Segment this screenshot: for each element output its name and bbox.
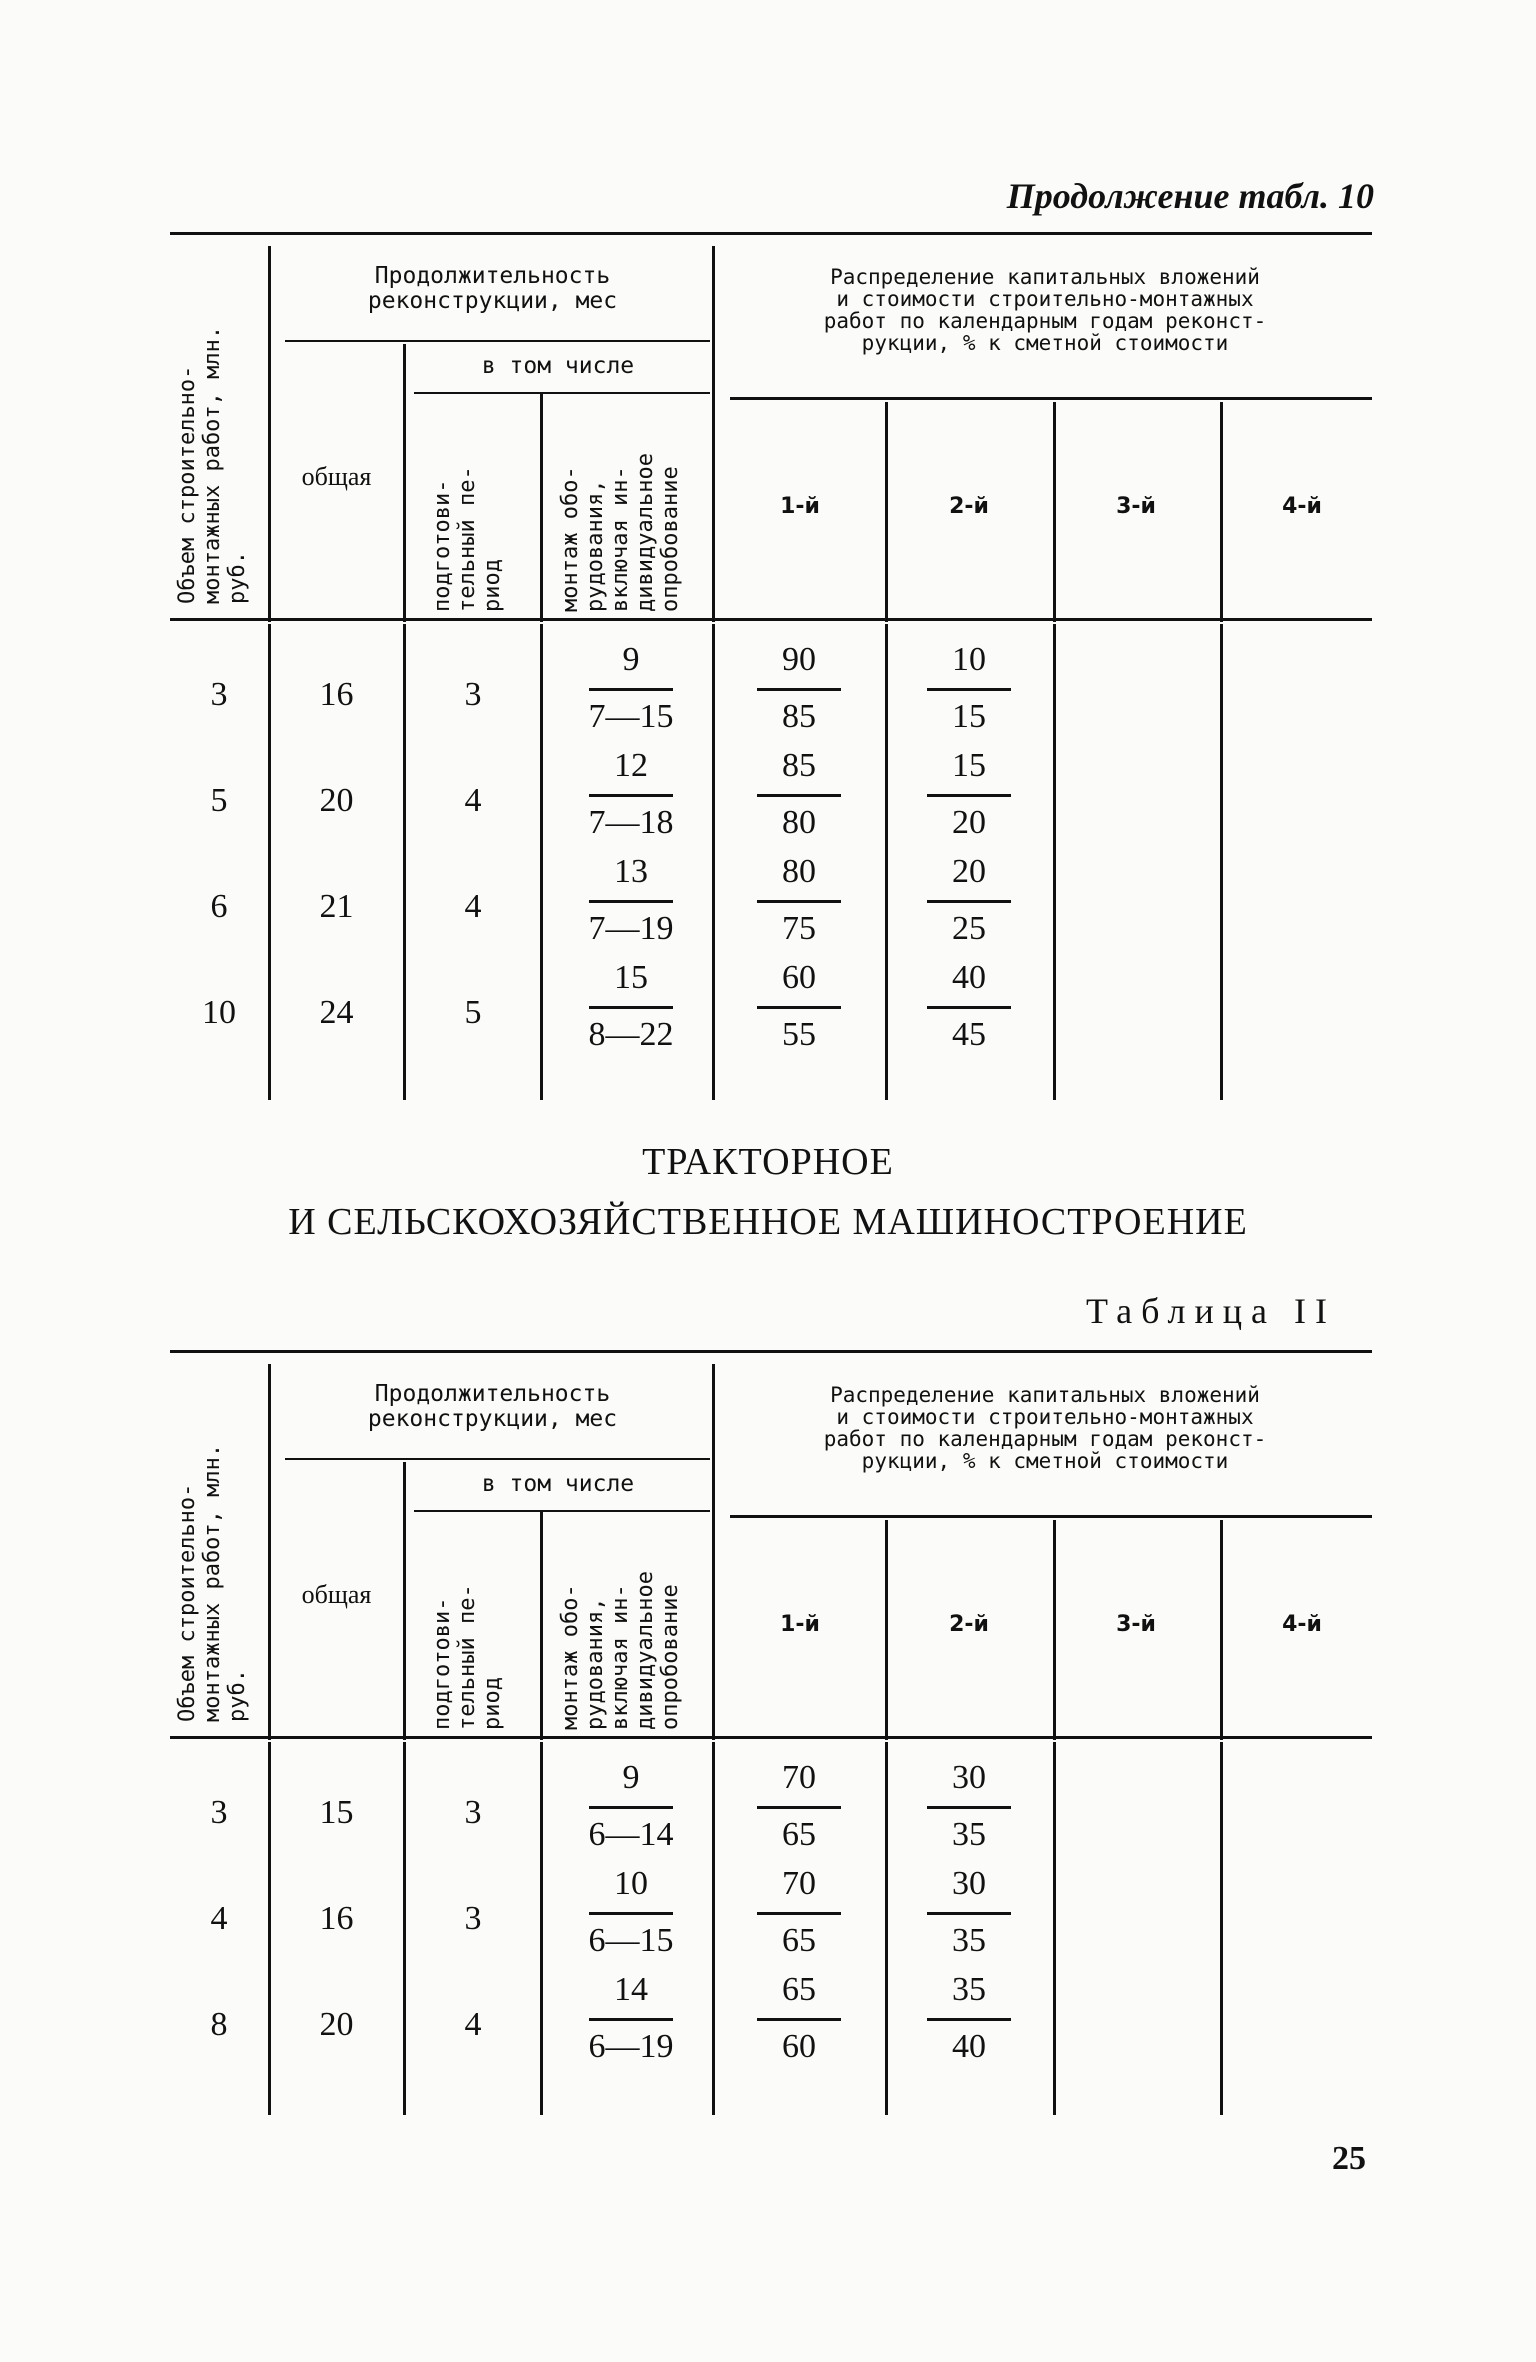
cell-mount bbox=[576, 1968, 686, 2069]
fraction-bar bbox=[757, 794, 841, 797]
col-divider bbox=[885, 1742, 888, 2115]
col-divider bbox=[712, 246, 715, 622]
page-number: 25 bbox=[1332, 2140, 1366, 2177]
fraction-bar bbox=[927, 1806, 1011, 1809]
year2-numerator: 40 bbox=[952, 959, 986, 996]
fraction-bar bbox=[927, 688, 1011, 691]
mount-denominator: 7—19 bbox=[588, 910, 674, 947]
cell-volume: 5 bbox=[210, 782, 228, 819]
header-volume: Объем строительно- монтажных работ, млн. руб. bbox=[175, 325, 250, 604]
fraction-bar bbox=[589, 1806, 673, 1809]
col-divider bbox=[540, 1742, 543, 2115]
header-volume: Объем строительно- монтажных работ, млн. руб. bbox=[175, 1443, 250, 1722]
mount-numerator: 14 bbox=[614, 1971, 648, 2008]
cell-year1 bbox=[744, 850, 854, 951]
fraction-bar bbox=[589, 1006, 673, 1009]
year2-denominator: 45 bbox=[952, 1016, 986, 1053]
mount-numerator: 12 bbox=[614, 747, 648, 784]
fraction-bar bbox=[757, 2018, 841, 2021]
cell-prep: 3 bbox=[464, 676, 482, 713]
section-heading-line1: ТРАКТОРНОЕ bbox=[642, 1141, 894, 1183]
year-4: 4-й bbox=[1282, 494, 1322, 519]
cell-prep: 3 bbox=[464, 1900, 482, 1937]
mount-denominator: 8—22 bbox=[588, 1016, 674, 1053]
mount-denominator: 6—15 bbox=[588, 1922, 674, 1959]
year1-numerator: 90 bbox=[782, 641, 816, 678]
including-rule bbox=[414, 392, 710, 394]
cell-volume: 6 bbox=[210, 888, 228, 925]
year2-denominator: 25 bbox=[952, 910, 986, 947]
col-divider bbox=[1220, 1742, 1223, 2115]
header-prep: подготови- тельный пе- риод bbox=[430, 466, 505, 612]
year-3: 3-й bbox=[1116, 1612, 1156, 1637]
header-including: в том числе bbox=[481, 353, 635, 379]
year2-numerator: 10 bbox=[952, 641, 986, 678]
col-divider bbox=[1053, 1520, 1056, 1740]
distribution-rule bbox=[730, 397, 1372, 400]
cell-total: 20 bbox=[319, 2006, 354, 2043]
cell-total: 16 bbox=[319, 676, 354, 713]
col-divider bbox=[885, 1520, 888, 1740]
year-4: 4-й bbox=[1282, 1612, 1322, 1637]
year2-denominator: 35 bbox=[952, 1922, 986, 1959]
cell-total: 20 bbox=[319, 782, 354, 819]
header-mount: монтаж обо- рудования, включая ин- дивидуальное опробование bbox=[558, 453, 683, 612]
year1-numerator: 70 bbox=[782, 1759, 816, 1796]
year2-denominator: 35 bbox=[952, 1816, 986, 1853]
year2-denominator: 15 bbox=[952, 698, 986, 735]
cell-volume: 10 bbox=[202, 994, 236, 1031]
cell-volume: 3 bbox=[210, 676, 228, 713]
top-rule bbox=[170, 232, 1372, 235]
cell-year1 bbox=[744, 1756, 854, 1857]
duration-rule bbox=[285, 340, 710, 342]
cell-year2 bbox=[914, 1756, 1024, 1857]
top-rule bbox=[170, 1350, 1372, 1353]
cell-year2 bbox=[914, 1862, 1024, 1963]
cell-year2 bbox=[914, 1968, 1024, 2069]
year2-denominator: 40 bbox=[952, 2028, 986, 2065]
year-1: 1-й bbox=[780, 1612, 820, 1637]
cell-total: 21 bbox=[319, 888, 354, 925]
year2-numerator: 20 bbox=[952, 853, 986, 890]
cell-volume: 4 bbox=[210, 1900, 228, 1937]
year-1: 1-й bbox=[780, 494, 820, 519]
col-divider bbox=[403, 1462, 406, 1740]
year1-numerator: 70 bbox=[782, 1865, 816, 1902]
mount-numerator: 9 bbox=[622, 1759, 640, 1796]
fraction-bar bbox=[927, 794, 1011, 797]
col-divider bbox=[1053, 624, 1056, 1100]
year1-numerator: 85 bbox=[782, 747, 816, 784]
cell-mount bbox=[576, 744, 686, 845]
section-heading-line2: И СЕЛЬСКОХОЗЯЙСТВЕННОЕ МАШИНОСТРОЕНИЕ bbox=[288, 1201, 1248, 1243]
fraction-bar bbox=[757, 1912, 841, 1915]
cell-mount bbox=[576, 850, 686, 951]
header-prep: подготови- тельный пе- риод bbox=[430, 1584, 505, 1730]
header-distribution: Распределение капитальных вложений и стоимости строительно-монтажных работ по календарным годам реконст- рукции, % к сметной стоимости bbox=[823, 1383, 1267, 1473]
year-2: 2-й bbox=[949, 1612, 989, 1637]
year-2: 2-й bbox=[949, 494, 989, 519]
col-divider bbox=[403, 344, 406, 622]
cell-prep: 4 bbox=[464, 888, 482, 925]
cell-mount bbox=[576, 1862, 686, 1963]
cell-prep: 4 bbox=[464, 782, 482, 819]
cell-volume: 8 bbox=[210, 2006, 228, 2043]
fraction-bar bbox=[927, 2018, 1011, 2021]
cell-year2 bbox=[914, 638, 1024, 739]
col-divider bbox=[540, 1510, 543, 1740]
col-divider bbox=[268, 1364, 271, 1740]
including-rule bbox=[414, 1510, 710, 1512]
col-divider bbox=[712, 624, 715, 1100]
distribution-rule bbox=[730, 1515, 1372, 1518]
cell-year1 bbox=[744, 1862, 854, 1963]
fraction-bar bbox=[589, 794, 673, 797]
table-11 bbox=[170, 1350, 1372, 2115]
col-divider bbox=[1220, 402, 1223, 622]
cell-total: 16 bbox=[319, 1900, 354, 1937]
cell-volume: 3 bbox=[210, 1794, 228, 1831]
cell-prep: 3 bbox=[464, 1794, 482, 1831]
year1-denominator: 55 bbox=[782, 1016, 816, 1053]
fraction-bar bbox=[757, 688, 841, 691]
mount-denominator: 6—14 bbox=[588, 1816, 674, 1853]
cell-year1 bbox=[744, 638, 854, 739]
year2-denominator: 20 bbox=[952, 804, 986, 841]
year2-numerator: 30 bbox=[952, 1865, 986, 1902]
col-divider bbox=[712, 1364, 715, 1740]
table-10 bbox=[170, 232, 1372, 1100]
year2-numerator: 30 bbox=[952, 1759, 986, 1796]
cell-prep: 4 bbox=[464, 2006, 482, 2043]
col-divider bbox=[1053, 1742, 1056, 2115]
mount-numerator: 10 bbox=[614, 1865, 648, 1902]
year1-denominator: 65 bbox=[782, 1816, 816, 1853]
year-3: 3-й bbox=[1116, 494, 1156, 519]
year1-denominator: 65 bbox=[782, 1922, 816, 1959]
cell-year2 bbox=[914, 744, 1024, 845]
header-including: в том числе bbox=[481, 1471, 635, 1497]
cell-year2 bbox=[914, 956, 1024, 1057]
year1-numerator: 65 bbox=[782, 1971, 816, 2008]
fraction-bar bbox=[589, 900, 673, 903]
mount-numerator: 9 bbox=[622, 641, 640, 678]
mount-numerator: 15 bbox=[614, 959, 648, 996]
header-total: общая bbox=[301, 462, 372, 491]
header-duration: Продолжительность реконструкции, мес bbox=[367, 1381, 618, 1432]
col-divider bbox=[1220, 624, 1223, 1100]
col-divider bbox=[712, 1742, 715, 2115]
year1-denominator: 60 bbox=[782, 2028, 816, 2065]
mount-denominator: 7—15 bbox=[588, 698, 674, 735]
duration-rule bbox=[285, 1458, 710, 1460]
mount-denominator: 6—19 bbox=[588, 2028, 674, 2065]
cell-mount bbox=[576, 1756, 686, 1857]
col-divider bbox=[1053, 402, 1056, 622]
fraction-bar bbox=[589, 2018, 673, 2021]
fraction-bar bbox=[757, 1806, 841, 1809]
cell-year1 bbox=[744, 744, 854, 845]
fraction-bar bbox=[589, 1912, 673, 1915]
fraction-bar bbox=[757, 900, 841, 903]
year1-numerator: 80 bbox=[782, 853, 816, 890]
cell-total: 15 bbox=[319, 1794, 354, 1831]
col-divider bbox=[540, 624, 543, 1100]
col-divider bbox=[540, 392, 543, 622]
header-total: общая bbox=[301, 1580, 372, 1609]
fraction-bar bbox=[927, 1912, 1011, 1915]
header-bottom-rule bbox=[170, 618, 1372, 621]
year1-denominator: 85 bbox=[782, 698, 816, 735]
table-label: Таблица II bbox=[1086, 1291, 1336, 1331]
header-distribution: Распределение капитальных вложений и стоимости строительно-монтажных работ по календарным годам реконст- рукции, % к сметной стоимости bbox=[823, 265, 1267, 355]
col-divider bbox=[1220, 1520, 1223, 1740]
col-divider bbox=[885, 624, 888, 1100]
cell-mount bbox=[576, 638, 686, 739]
col-divider bbox=[268, 246, 271, 622]
cell-total: 24 bbox=[319, 994, 354, 1031]
year1-denominator: 80 bbox=[782, 804, 816, 841]
cell-year2 bbox=[914, 850, 1024, 951]
header-bottom-rule bbox=[170, 1736, 1372, 1739]
mount-numerator: 13 bbox=[614, 853, 648, 890]
header-mount: монтаж обо- рудования, включая ин- дивидуальное опробование bbox=[558, 1571, 683, 1730]
fraction-bar bbox=[927, 1006, 1011, 1009]
year2-numerator: 15 bbox=[952, 747, 986, 784]
cell-year1 bbox=[744, 1968, 854, 2069]
cell-mount bbox=[576, 956, 686, 1057]
year1-numerator: 60 bbox=[782, 959, 816, 996]
fraction-bar bbox=[757, 1006, 841, 1009]
mount-denominator: 7—18 bbox=[588, 804, 674, 841]
cell-year1 bbox=[744, 956, 854, 1057]
fraction-bar bbox=[927, 900, 1011, 903]
header-duration: Продолжительность реконструкции, мес bbox=[367, 263, 618, 314]
cell-prep: 5 bbox=[464, 994, 482, 1031]
fraction-bar bbox=[589, 688, 673, 691]
year2-numerator: 35 bbox=[952, 1971, 986, 2008]
year1-denominator: 75 bbox=[782, 910, 816, 947]
col-divider bbox=[885, 402, 888, 622]
continuation-title: Продолжение табл. 10 bbox=[1006, 176, 1374, 216]
